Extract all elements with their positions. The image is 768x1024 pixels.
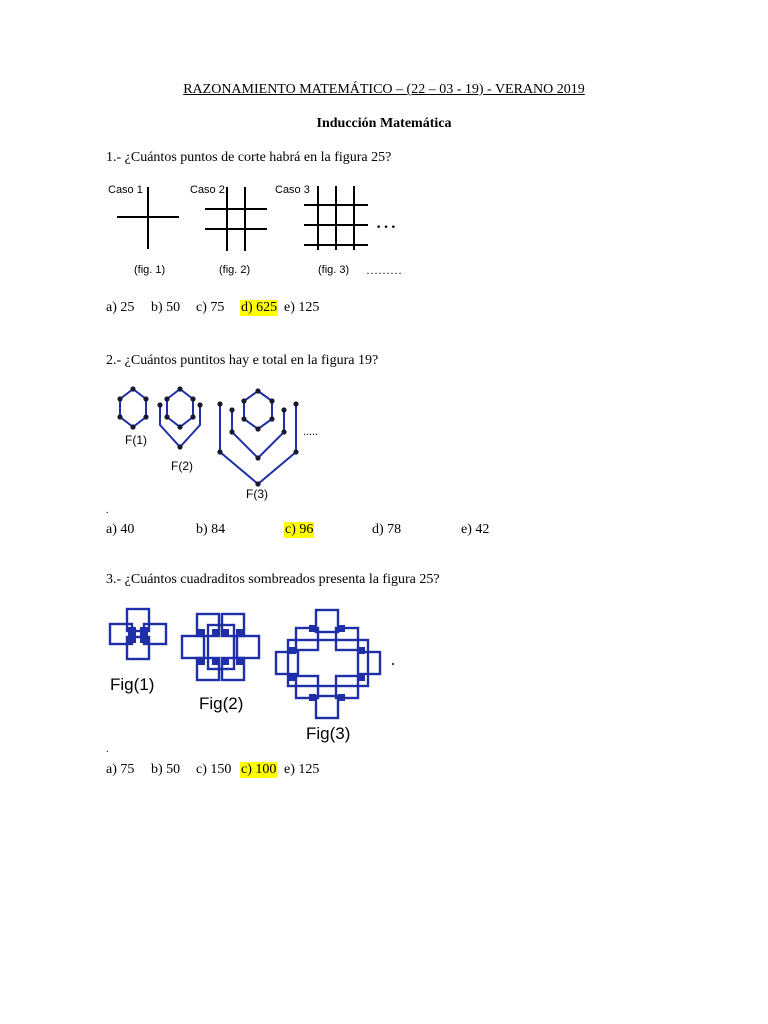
q2-stray-mark: . <box>106 505 109 516</box>
q1-continuation: ……… <box>366 263 402 277</box>
q1-option-e[interactable]: e) 125 <box>284 300 320 315</box>
q3-option-c-highlighted[interactable]: c) 100 <box>241 762 277 777</box>
q1-option-d-highlighted[interactable]: d) 625 <box>241 300 278 315</box>
q2-continuation: ..... <box>303 424 318 438</box>
q2-option-b[interactable]: b) 84 <box>196 522 226 537</box>
document-title: RAZONAMIENTO MATEMÁTICO – (22 – 03 - 19) - VERANO 2019 <box>183 82 585 97</box>
question-3-text: 3.- ¿Cuántos cuadraditos sombreados presenta la figura 25? <box>106 572 440 587</box>
q3-fig-label-1: Fig(1) <box>110 675 155 694</box>
q3-fig-2-drawing <box>182 614 259 680</box>
q1-option-c[interactable]: c) 75 <box>196 300 225 315</box>
q3-option-a[interactable]: a) 75 <box>106 762 135 777</box>
q3-fig-1-drawing <box>110 609 166 659</box>
q3-option-b[interactable]: b) 50 <box>151 762 181 777</box>
question-1-text: 1.- ¿Cuántos puntos de corte habrá en la figura 25? <box>106 150 392 165</box>
section-title: Inducción Matemática <box>316 116 452 131</box>
q2-option-c-highlighted[interactable]: c) 96 <box>285 522 314 537</box>
q2-fig-label-1: F(1) <box>125 433 147 447</box>
q1-ellipsis: … <box>375 208 399 233</box>
q2-option-a[interactable]: a) 40 <box>106 522 135 537</box>
q1-fig-label-3: (fig. 3) <box>318 264 350 276</box>
q1-case-label-3: Caso 3 <box>275 184 310 196</box>
q1-fig-label-1: (fig. 1) <box>134 264 166 276</box>
question-2-text: 2.- ¿Cuántos puntitos hay e total en la figura 19? <box>106 353 379 368</box>
q3-fig-label-2: Fig(2) <box>199 694 244 713</box>
q3-option-c[interactable]: c) 150 <box>196 762 232 777</box>
q2-fig-label-3: F(3) <box>246 487 268 501</box>
q2-fig-label-2: F(2) <box>171 459 193 473</box>
q3-stray-mark: . <box>106 744 109 755</box>
q3-fig-3-drawing <box>276 610 380 718</box>
q2-option-d[interactable]: d) 78 <box>372 522 402 537</box>
q1-case-label-2: Caso 2 <box>190 184 225 196</box>
q1-option-b[interactable]: b) 50 <box>151 300 181 315</box>
q2-option-e[interactable]: e) 42 <box>461 522 490 537</box>
q1-case-label-1: Caso 1 <box>108 184 143 196</box>
q3-option-e[interactable]: e) 125 <box>284 762 320 777</box>
q1-option-a[interactable]: a) 25 <box>106 300 135 315</box>
q1-fig-label-2: (fig. 2) <box>219 264 251 276</box>
q3-fig-label-3: Fig(3) <box>306 724 351 743</box>
